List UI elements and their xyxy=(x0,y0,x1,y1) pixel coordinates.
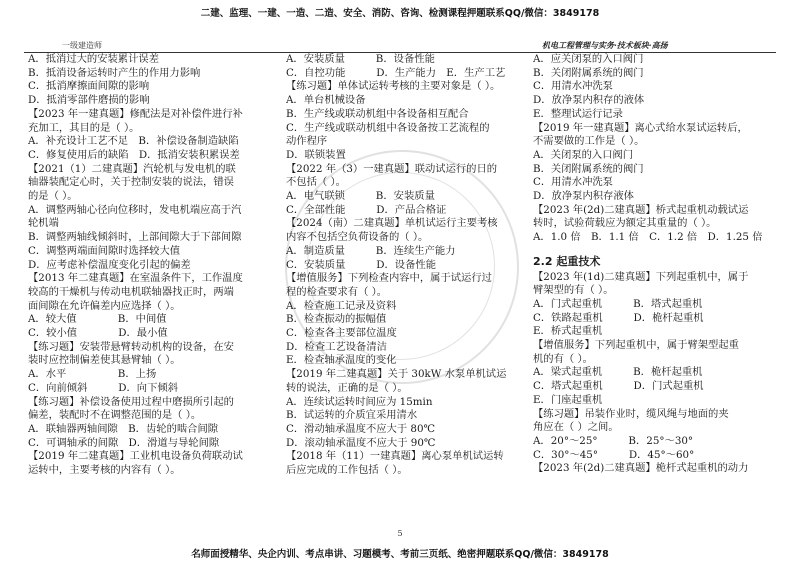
text-line: D．抵消零部件磨损的影响 xyxy=(28,94,150,107)
text-line: C．较小值 D．最小值 xyxy=(28,327,168,340)
text-line: 角应在（ ）之间。 xyxy=(533,421,619,434)
text-line: D．联锁装置 xyxy=(286,148,346,161)
text-line: A．梁式起重机 B．桅杆起重机 xyxy=(533,366,703,379)
text-line: B．试运转的介质宜采用清水 xyxy=(286,409,418,422)
text-line: 【2023 年(2d)二建真题】桅杆式起重机的动力 xyxy=(533,462,749,475)
text-line: 面间隙在允许偏差内应选择（ ）。 xyxy=(28,299,181,312)
text-line: 偏差，装配时不在调整范围的是（ ）。 xyxy=(28,409,202,422)
text-line: 【2019 年二建真题】工业机电设备负荷联动试 xyxy=(28,450,243,463)
text-line: 程的检查要求有（ ）。 xyxy=(286,285,388,298)
text-line: 【增值服务】下列检查内容中，属于试运行过 xyxy=(286,272,492,285)
text-line: 臂架型的有（ ）。 xyxy=(533,284,614,297)
text-line: 【练习题】安装带悬臂转动机构的设备，在安 xyxy=(28,340,234,353)
text-line: D．滚动轴承温度不应大于 90℃ xyxy=(286,436,436,449)
text-line: 【练习题】补偿设备使用过程中磨损所引起的 xyxy=(28,395,234,408)
text-line: 【2013 年二建真题】在室温条件下，工作温度 xyxy=(28,272,243,285)
text-line: 运转中，主要考核的内容有（ ）。 xyxy=(28,464,181,477)
text-line: A．关闭泵的入口阀门 xyxy=(533,148,634,161)
text-line: 不需要做的工作是（ ）。 xyxy=(533,135,645,148)
text-line: C．调整两端面间隙时选择较大值 xyxy=(28,244,181,257)
text-line: A．安装质量 B．设备性能 xyxy=(286,53,435,65)
page-number: 5 xyxy=(397,529,403,538)
text-line: C．自控功能 D．生产能力 E．生产工艺 xyxy=(286,66,506,79)
text-line: C．检查各主要部位温度 xyxy=(286,327,397,340)
text-line: A．制造质量 B．连续生产能力 xyxy=(286,244,456,257)
text-line: B．生产线或联动机组中各设备相互配合 xyxy=(286,107,469,120)
text-line: C．30°～45° D．45°～60° xyxy=(533,448,695,461)
text-line: C．塔式起重机 D．门式起重机 xyxy=(533,380,704,393)
text-line: A．门式起重机 B．塔式起重机 xyxy=(533,297,703,310)
header-subject: 机电工程管理与实务·技术板块·高扬 xyxy=(542,40,668,50)
text-line: B．抵消设备运转时产生的作用力影响 xyxy=(28,66,201,79)
text-line: 【2022 年（3）一建真题】联动试运行的日的 xyxy=(286,162,498,175)
text-line: 动作程序 xyxy=(286,135,328,148)
text-line: 后应完成的工作包括（ ）。 xyxy=(286,464,408,477)
text-line: E．检查轴承温度的变化 xyxy=(286,354,397,367)
text-line: 充加工，其目的是（ ）。 xyxy=(28,121,140,134)
text-line: 转时，试验荷载应为额定其重量的（ ）。 xyxy=(533,217,717,230)
text-line: 【2019 年二建真题】关于 30kW 水泵单机试运 xyxy=(286,368,507,381)
text-line: 【练习题】吊装作业时，缆风绳与地面的夹 xyxy=(533,407,729,420)
text-line: C．修复使用后的缺陷 D．抵消安装积累误差 xyxy=(28,148,240,161)
text-line: C．向前倾斜 D．向下倾斜 xyxy=(28,381,178,394)
text-line xyxy=(533,245,781,251)
text-line: A．1.0 倍 B．1.1 倍 C．1.2 倍 D．1.25 倍 xyxy=(533,231,763,244)
text-line: C．可调轴承的间隙 D．滑道与导轮间隙 xyxy=(28,436,220,449)
text-line: 2.2 起重技术 xyxy=(533,254,601,268)
text-line: A．抵消过大的安装累计误差 xyxy=(28,53,159,65)
text-column-3 xyxy=(533,53,781,529)
text-line: 轮机端 xyxy=(28,217,59,230)
text-line: 较高的干燥机与传动电机联轴器找正时，两端 xyxy=(28,285,234,298)
text-line: C．用清水冲洗泵 xyxy=(533,176,613,189)
text-line: 不包括（ ）。 xyxy=(286,176,346,189)
text-line: A．水平 B．上扬 xyxy=(28,368,157,381)
text-line: C．滑动轴承温度不应大于 80℃ xyxy=(286,422,436,435)
text-line: 【2023 年一建真题】修配法是对补偿件进行补 xyxy=(28,107,243,120)
text-column-1 xyxy=(28,53,276,529)
text-line: A．较大值 B．中间值 xyxy=(28,313,167,326)
text-line: 【2023 年(2d)二建真题】桥式起重机动载试运 xyxy=(533,203,749,216)
text-line: A．检查施工记录及资料 xyxy=(286,299,397,312)
top-contact-banner: 二建、监理、一建、一造、二造、安全、消防、咨询、检测课程押题联系QQ/微信：3849178 xyxy=(200,8,600,19)
text-line: 【2019 年一建真题】离心式给水泵试运转后， xyxy=(533,121,748,134)
text-line: A．应关闭泵的入口阀门 xyxy=(533,53,644,65)
text-line: B．关闭附属系统的阀门 xyxy=(533,162,644,175)
text-line: E．桥式起重机 xyxy=(533,325,603,338)
text-line: E．门座起重机 xyxy=(533,393,603,406)
text-line: C．全部性能 D．产品合格证 xyxy=(286,203,447,216)
text-line: 装时应控制偏差使其悬臂轴（ ）。 xyxy=(28,354,181,367)
text-line: D．放净泵内积存的液体 xyxy=(533,94,645,107)
text-line: C．抵消摩擦面间隙的影响 xyxy=(28,80,150,93)
text-line: D．应考虑补偿温度变化引起的偏差 xyxy=(28,258,191,271)
bottom-contact-banner: 名师面授精华、央企内训、考点串讲、习题模考、考前三页纸、绝密押题联系QQ/微信：3849178 xyxy=(191,549,609,560)
text-line: C．生产线或联动机组中各设备按工艺流程的 xyxy=(286,121,490,134)
text-line: B．调整两轴线倾斜时，上部间隙大于下部间隙 xyxy=(28,231,242,244)
text-line: C．铁路起重机 D．桅杆起重机 xyxy=(533,311,704,324)
header-book-title: 一级建造师 xyxy=(62,41,102,50)
text-line: 【2023 年(1d)二建真题】下列起重机中，属于 xyxy=(533,270,749,283)
text-line: A．调整两轴心径向位移时，发电机端应高于汽 xyxy=(28,203,242,216)
text-line: A．连续试运转时间应为 15min xyxy=(286,395,433,408)
text-line: B．关闭附属系统的阀门 xyxy=(533,66,644,79)
text-line: 【练习题】单体试运转考核的主要对象是（ ）。 xyxy=(286,80,501,93)
text-line: 【2024（南）二建真题】单机试运行主要考核 xyxy=(286,217,498,230)
text-line: A．联轴器两轴间隙 B．齿轮的啮合间隙 xyxy=(28,422,219,435)
text-line: 【2021（1）二建真题】汽轮机与发电机的联 xyxy=(28,162,236,175)
text-line: 内容不包括空负荷设备的（ ）。 xyxy=(286,231,429,244)
text-line: 机的有（ ）。 xyxy=(533,352,593,365)
text-line: A．补充设计工艺不足 B．补偿设备制造缺陷 xyxy=(28,135,239,148)
text-line: C．用清水冲洗泵 xyxy=(533,80,613,93)
text-line: D．放净泵内积存液体 xyxy=(533,190,634,203)
text-column-2 xyxy=(286,53,530,529)
text-line: 【增值服务】下列起重机中，属于臂架型起重 xyxy=(533,339,739,352)
text-line: C．安装质量 D．设备性能 xyxy=(286,258,436,271)
text-line: A．单台机械设备 xyxy=(286,94,366,107)
text-line: A．电气联锁 B．安装质量 xyxy=(286,190,435,203)
text-line: E．整理试运行记录 xyxy=(533,107,623,120)
text-line: B．检查振动的振幅值 xyxy=(286,313,387,326)
text-line: 的是（ ）。 xyxy=(28,190,78,203)
text-line: 轴器装配定心时，关于控制安装的说法，错误 xyxy=(28,176,234,189)
text-line: 【2018 年（11）一建真题】离心泵单机试运转 xyxy=(286,450,504,463)
text-line: D．检查工艺设备清洁 xyxy=(286,340,387,353)
text-line: A．20°～25° B．25°～30° xyxy=(533,434,694,447)
text-line: 转的说法，正确的是（ ）。 xyxy=(286,381,408,394)
